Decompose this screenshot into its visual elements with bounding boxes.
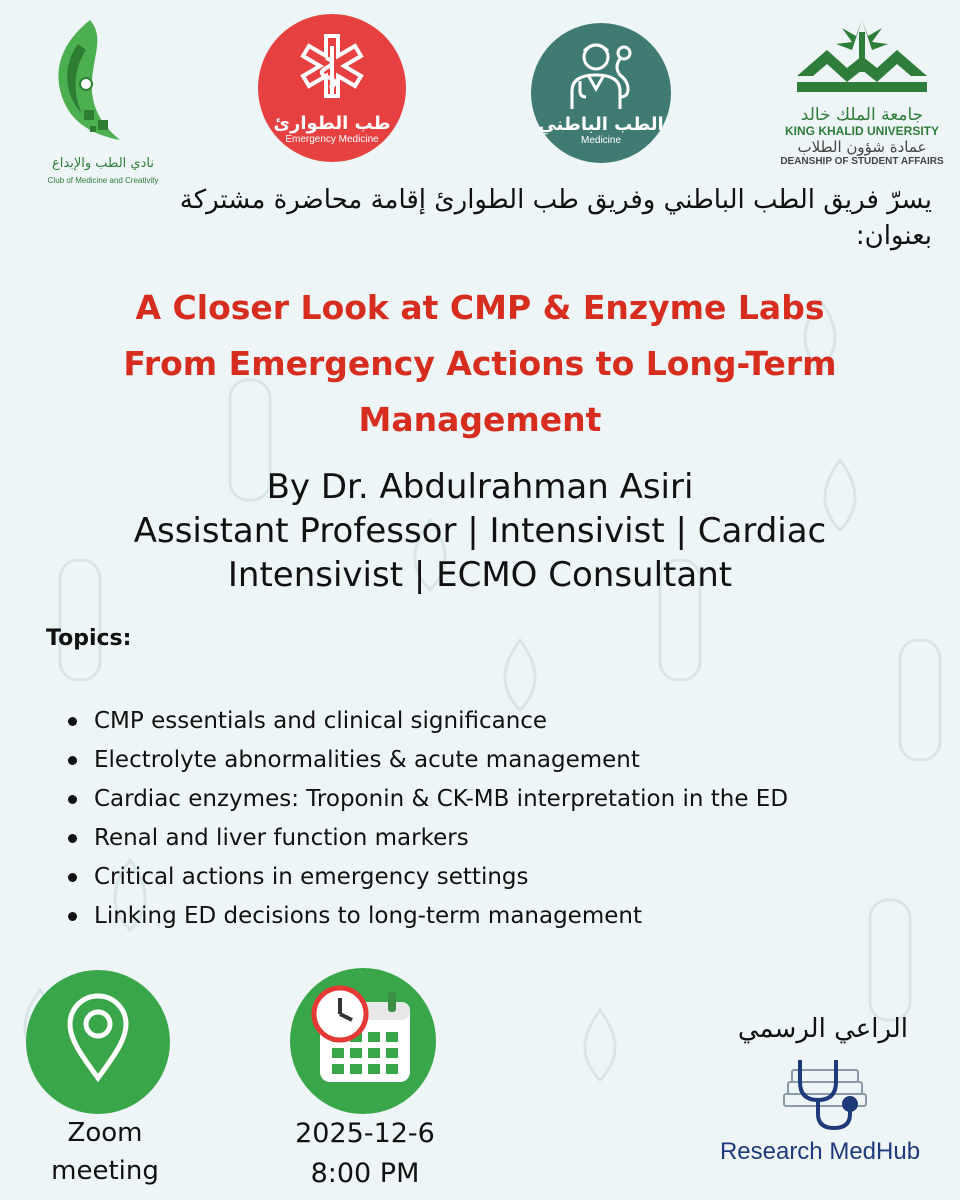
date-time-text	[260, 1114, 470, 1194]
emergency-label-ar: طب الطوارئ	[273, 113, 391, 134]
palm-tree-icon	[787, 16, 937, 98]
medicine-label-ar: الطب الباطني	[538, 114, 664, 135]
university-name-ar: جامعة الملك خالد	[800, 105, 924, 125]
list-item: Renal and liver function markers	[62, 819, 788, 858]
deanship-name-en: DEANSHIP OF STUDENT AFFAIRS	[780, 156, 944, 167]
location-pin-icon	[26, 970, 170, 1114]
intro-line-2: بعنوان:	[855, 221, 932, 251]
location-badge	[26, 970, 170, 1114]
date-badge	[290, 968, 436, 1114]
event-time: 8:00 PM	[310, 1158, 420, 1189]
medicine-label-en: Medicine	[580, 135, 622, 146]
club-logo	[20, 14, 159, 185]
emergency-label-en: Emergency Medicine	[285, 134, 379, 145]
list-item: Electrolyte abnormalities & acute management	[62, 741, 788, 780]
topics-heading: Topics:	[46, 626, 132, 651]
medicine-logo	[531, 23, 671, 163]
calendar-clock-icon	[290, 968, 436, 1114]
star-of-life-icon	[292, 30, 372, 110]
list-item: CMP essentials and clinical significance	[62, 702, 788, 741]
club-name-en: Club of Medicine and Creativity	[47, 176, 159, 185]
title-line-2: From Emergency Actions to Long-Term	[123, 344, 837, 383]
title-line-1: A Closer Look at CMP & Enzyme Labs	[135, 288, 825, 327]
speaker-credentials-2: Intensivist | ECMO Consultant	[227, 555, 733, 595]
event-date: 2025-12-6	[295, 1118, 435, 1149]
intro-line-1: يسرّ فريق الطب الباطني وفريق طب الطوارئ إقامة محاضرة مشتركة	[179, 185, 932, 215]
doctor-icon	[562, 39, 640, 111]
location-line-2: meeting	[51, 1156, 159, 1186]
list-item: Linking ED decisions to long-term management	[62, 897, 788, 936]
list-item: Cardiac enzymes: Troponin & CK-MB interpretation in the ED	[62, 780, 788, 819]
list-item: Critical actions in emergency settings	[62, 858, 788, 897]
title-line-3: Management	[358, 400, 602, 439]
club-name-ar: نادي الطب والإبداع	[52, 156, 154, 171]
location-line-1: Zoom	[67, 1118, 143, 1148]
club-logo-icon	[20, 14, 152, 154]
sponsor-name: Research MedHub	[719, 1138, 921, 1165]
location-text	[30, 1114, 180, 1190]
intro-arabic	[20, 182, 932, 254]
speaker-info	[20, 465, 940, 597]
emergency-medicine-logo	[258, 14, 406, 162]
topics-list	[62, 702, 788, 936]
university-name-en: KING KHALID UNIVERSITY	[784, 124, 939, 138]
speaker-name: By Dr. Abdulrahman Asiri	[266, 467, 694, 507]
speaker-credentials-1: Assistant Professor | Intensivist | Cardiac	[133, 511, 827, 551]
sponsor-label: الراعي الرسمي	[737, 1014, 908, 1044]
deanship-name-ar: عمادة شؤون الطلاب	[797, 138, 927, 156]
lecture-title	[20, 280, 940, 448]
stethoscope-books-icon	[770, 1054, 880, 1140]
university-logo	[778, 16, 946, 166]
sponsor-logo	[770, 1054, 880, 1140]
